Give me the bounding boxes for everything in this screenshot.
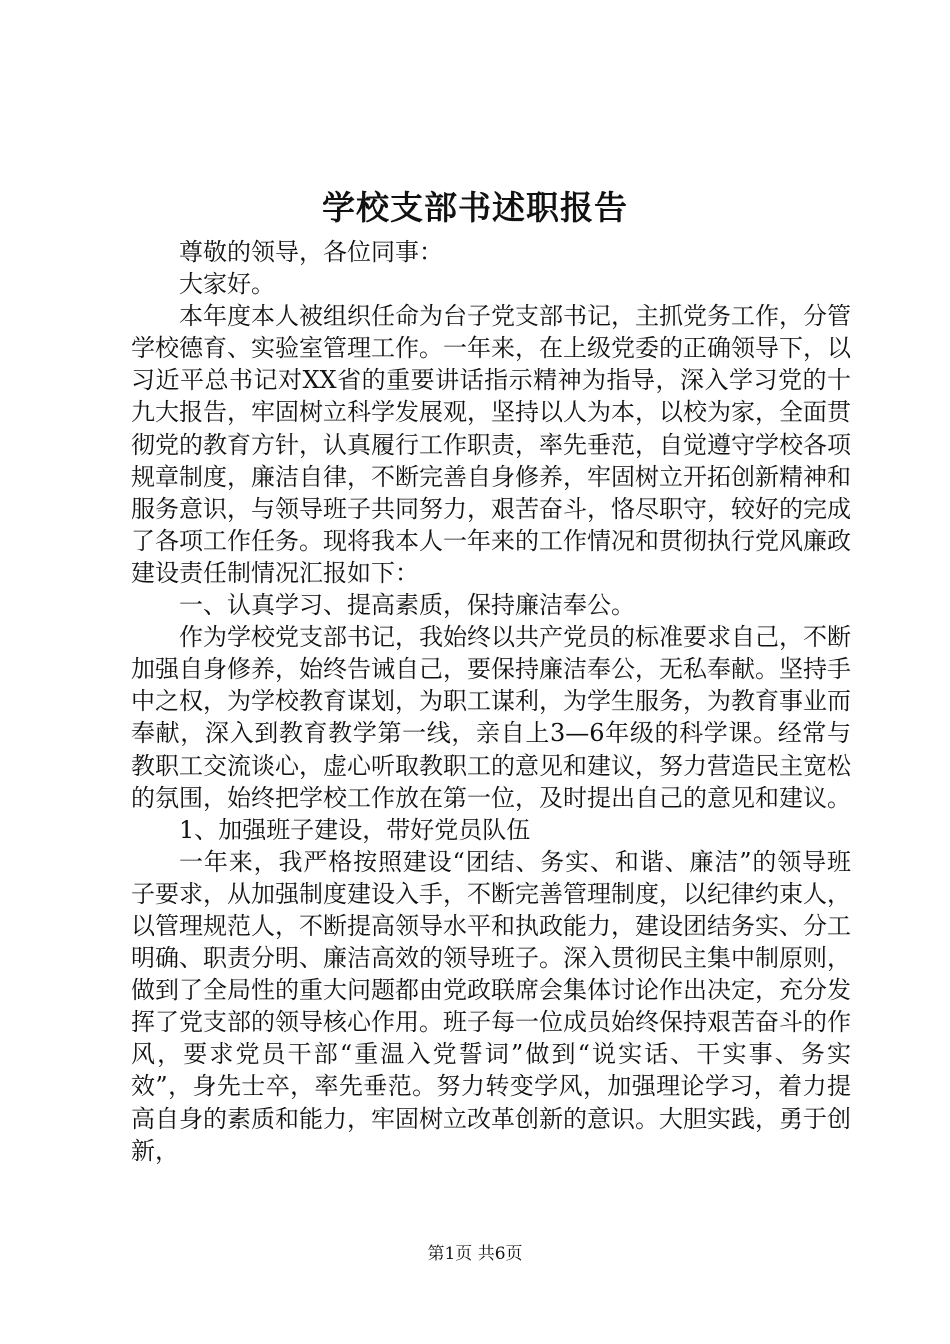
greeting: 大家好。	[179, 270, 275, 299]
document-body	[131, 236, 851, 1167]
salutation: 尊敬的领导，各位同事：	[179, 238, 443, 266]
subsection-paragraph-1: 一年来，我严格按照建设“团结、务实、和谐、廉洁”的领导班子要求，从加强制度建设入手，不断完善管理制度，以纪律约束人，以管理规范人，不断提高领导水平和执政能力，建设团结务实、分工明确、职责分明、廉洁高效的领导班子。深入贯彻民主集中制原则，做到了全局性的重大问题都由党政联席会集体讨论作出决定，充分发挥了党支部的领导核心作用。班子每一位成员始终保持艰苦奋斗的作风，要求党员干部“重温入党誓词”做到“说实话、干实事、务实效”，身先士卒，率先垂范。努力转变学风，加强理论学习，着力提高自身的素质和能力，牢固树立改革创新的意识。大胆实践，勇于创新，	[131, 847, 851, 1165]
subsection-heading-1: 1、加强班子建设，带好党员队伍	[179, 815, 531, 844]
page-title: 学校支部书述职报告	[322, 188, 628, 227]
page-footer: 第1页 共6页	[427, 1244, 523, 1264]
section-paragraph-1: 作为学校党支部书记，我始终以共产党员的标准要求自己，不断加强自身修养，始终告诫自己，要保持廉洁奉公，无私奉献。坚持手中之权，为学校教育谋划，为职工谋利，为学生服务，为教育事业而奉献，深入到教育教学第一线，亲自上3—6年级的科学课。经常与教职工交流谈心，虚心听取教职工的意见和建议，努力营造民主宽松的氛围，始终把学校工作放在第一位，及时提出自己的意见和建议。	[131, 623, 851, 812]
section-heading-1: 一、认真学习、提高素质，保持廉洁奉公。	[179, 591, 635, 620]
intro-paragraph: 本年度本人被组织任命为台子党支部书记，主抓党务工作，分管学校德育、实验室管理工作。一年来，在上级党委的正确领导下，以习近平总书记对XX省的重要讲话指示精神为指导，深入学习党的十九大报告，牢固树立科学发展观，坚持以人为本，以校为家，全面贯彻党的教育方针，认真履行工作职责，率先垂范，自觉遵守学校各项规章制度，廉洁自律，不断完善自身修养，牢固树立开拓创新精神和服务意识，与领导班子共同努力，艰苦奋斗，恪尽职守，较好的完成了各项工作任务。现将我本人一年来的工作情况和贯彻执行党风廉政建设责任制情况汇报如下：	[131, 302, 851, 587]
